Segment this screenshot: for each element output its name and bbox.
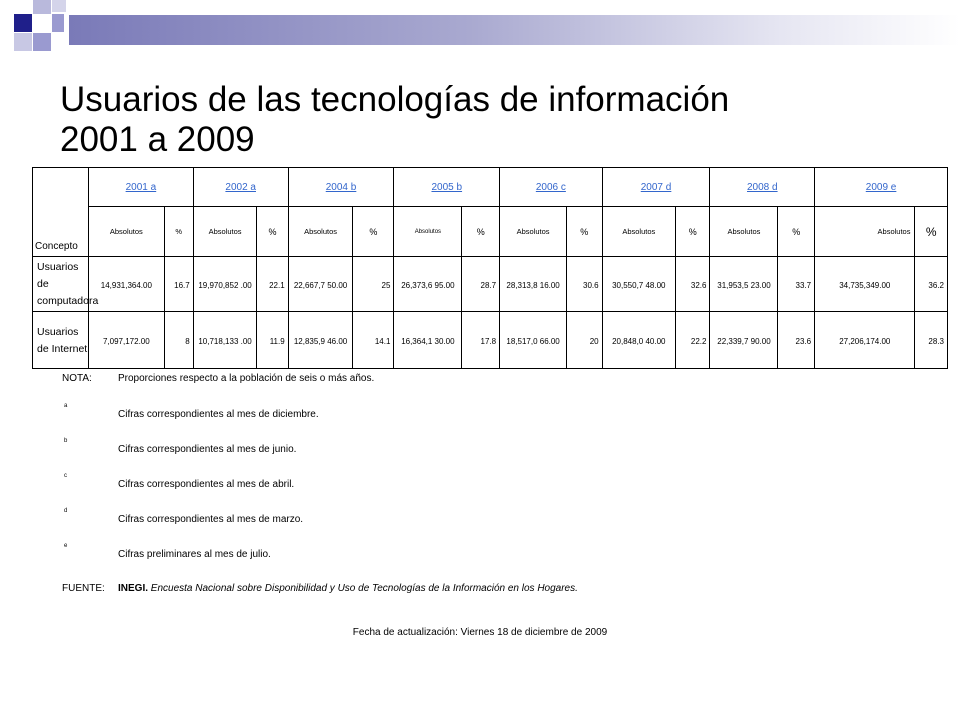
abs-cell: 14,931,364.00 <box>89 257 165 312</box>
year-link[interactable]: 2006 c <box>535 181 566 193</box>
note-text: Cifras correspondientes al mes de marzo. <box>118 514 304 525</box>
pct-cell: 28.3 <box>915 312 948 369</box>
abs-header: Absolutos <box>710 207 778 257</box>
abs-header: Absolutos <box>394 207 462 257</box>
pct-cell: 20 <box>567 312 603 369</box>
deco-square-light <box>33 33 51 51</box>
pct-cell: 17.8 <box>462 312 500 369</box>
pct-cell: 30.6 <box>567 257 603 312</box>
data-table <box>32 167 948 369</box>
pct-cell: 33.7 <box>778 257 815 312</box>
year-link[interactable]: 2009 e <box>865 181 897 193</box>
year-link[interactable]: 2001 a <box>125 181 157 193</box>
deco-square-dark <box>14 14 32 32</box>
year-link[interactable]: 2004 b <box>325 181 357 193</box>
pct-cell: 23.6 <box>778 312 815 369</box>
table-row <box>33 312 948 369</box>
abs-header: Absolutos <box>288 207 353 257</box>
title-line-2: 2001 a 2009 <box>60 120 255 159</box>
row-label: Usuarios de Internet <box>33 312 89 369</box>
abs-cell: 22,667,7 50.00 <box>288 257 353 312</box>
abs-cell: 30,550,7 48.00 <box>602 257 675 312</box>
abs-cell: 18,517,0 66.00 <box>500 312 567 369</box>
pct-cell: 16.7 <box>164 257 193 312</box>
year-link[interactable]: 2002 a <box>225 181 256 193</box>
year-header-row <box>33 168 948 207</box>
title-line-1: Usuarios de las tecnologías de información <box>60 80 730 119</box>
note-text: Cifras correspondientes al mes de abril. <box>118 479 295 490</box>
abs-cell: 10,718,133 .00 <box>193 312 257 369</box>
fuente-org: INEGI. <box>118 583 149 594</box>
abs-cell: 27,206,174.00 <box>815 312 915 369</box>
pct-cell: 22.2 <box>675 312 710 369</box>
pct-header: % <box>675 207 710 257</box>
note-key: e <box>64 543 68 549</box>
header-gradient-bar <box>69 15 960 45</box>
fuente-text <box>118 583 578 594</box>
abs-cell: 7,097,172.00 <box>89 312 165 369</box>
pct-cell: 8 <box>164 312 193 369</box>
deco-square-light <box>14 33 32 51</box>
abs-cell: 28,313,8 16.00 <box>500 257 567 312</box>
slide-title <box>60 80 900 160</box>
abs-cell: 26,373,6 95.00 <box>394 257 462 312</box>
pct-header: % <box>257 207 288 257</box>
abs-cell: 31,953,5 23.00 <box>710 257 778 312</box>
update-date: Fecha de actualización: Viernes 18 de diciembre de 2009 <box>352 627 608 638</box>
abs-header: Absolutos <box>193 207 257 257</box>
abs-cell: 19,970,852 .00 <box>193 257 257 312</box>
pct-cell: 36.2 <box>915 257 948 312</box>
note-key: d <box>64 508 68 514</box>
sub-header-row <box>33 207 948 257</box>
note-key: c <box>64 473 67 479</box>
pct-cell: 32.6 <box>675 257 710 312</box>
year-link[interactable]: 2008 d <box>747 181 778 193</box>
deco-square-light <box>33 0 51 14</box>
year-link[interactable]: 2007 d <box>640 181 672 193</box>
note-key: a <box>64 403 68 409</box>
note-key: b <box>64 438 68 444</box>
abs-cell: 34,735,349.00 <box>815 257 915 312</box>
deco-square-light <box>52 14 64 32</box>
pct-cell: 14.1 <box>353 312 394 369</box>
abs-header: Absolutos <box>500 207 567 257</box>
pct-cell: 28.7 <box>462 257 500 312</box>
table-row <box>33 257 948 312</box>
pct-header: % <box>915 207 948 257</box>
pct-cell: 25 <box>353 257 394 312</box>
abs-header: Absolutos <box>602 207 675 257</box>
abs-header: Absolutos <box>89 207 165 257</box>
abs-cell: 20,848,0 40.00 <box>602 312 675 369</box>
note-text: Cifras correspondientes al mes de junio. <box>118 444 297 455</box>
row-label: Usuarios de computadora <box>33 257 89 312</box>
pct-header: % <box>778 207 815 257</box>
note-key: FUENTE: <box>62 583 105 594</box>
note-text: Cifras preliminares al mes de julio. <box>118 549 271 560</box>
pct-header: % <box>353 207 394 257</box>
abs-header: Absolutos <box>815 207 915 257</box>
pct-cell: 22.1 <box>257 257 288 312</box>
note-key: NOTA: <box>62 373 92 384</box>
abs-cell: 12,835,9 46.00 <box>288 312 353 369</box>
pct-header: % <box>462 207 500 257</box>
note-text: Cifras correspondientes al mes de diciembre. <box>118 409 319 420</box>
abs-cell: 16,364,1 30.00 <box>394 312 462 369</box>
fuente-title: Encuesta Nacional sobre Disponibilidad y Uso de Tecnologías de la Información en los Hogares. <box>150 583 578 594</box>
abs-cell: 22,339,7 90.00 <box>710 312 778 369</box>
pct-cell: 11.9 <box>257 312 288 369</box>
concept-header: Concepto <box>33 168 89 257</box>
year-link[interactable]: 2005 b <box>431 181 463 193</box>
deco-square-light <box>52 0 66 12</box>
note-text: Proporciones respecto a la población de seis o más años. <box>118 373 375 384</box>
pct-header: % <box>567 207 603 257</box>
pct-header: % <box>164 207 193 257</box>
